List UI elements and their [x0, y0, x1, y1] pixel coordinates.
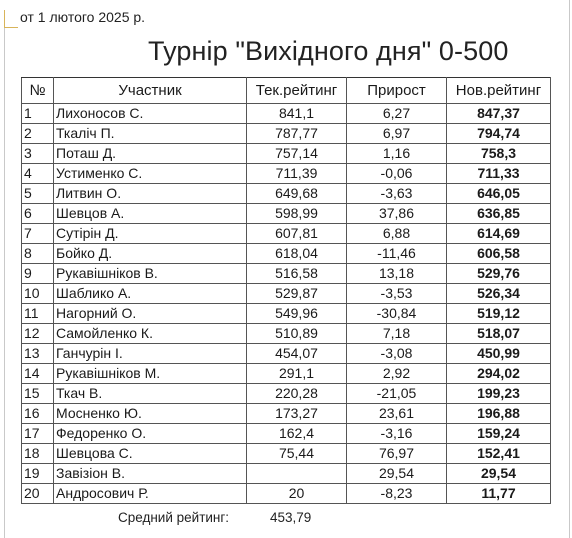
cell-new-rating: 606,58 [447, 244, 551, 264]
cell-number: 15 [22, 384, 54, 404]
document-title: Турнір "Вихідного дня" 0-500 [148, 36, 509, 66]
cell-participant: Лихоносов С. [54, 104, 247, 124]
cell-current-rating: 20 [247, 484, 347, 504]
cell-gain: 13,18 [347, 264, 447, 284]
table-row [22, 284, 551, 304]
cell-new-rating: 199,23 [447, 384, 551, 404]
cell-number: 5 [22, 184, 54, 204]
cell-new-rating: 152,41 [447, 444, 551, 464]
cell-current-rating: 787,77 [247, 124, 347, 144]
cell-new-rating: 29,54 [447, 464, 551, 484]
average-rating-value: 453,79 [270, 510, 312, 525]
cell-current-rating: 598,99 [247, 204, 347, 224]
cell-new-rating: 450,99 [447, 344, 551, 364]
cell-participant: Ткач В. [54, 384, 247, 404]
cell-gain: -11,46 [347, 244, 447, 264]
cell-current-rating: 220,28 [247, 384, 347, 404]
table-row [22, 364, 551, 384]
page-border-right [569, 0, 570, 538]
cell-number: 12 [22, 324, 54, 344]
cell-new-rating: 294,02 [447, 364, 551, 384]
cell-number: 16 [22, 404, 54, 424]
cell-number: 6 [22, 204, 54, 224]
cell-participant: Завізіон В. [54, 464, 247, 484]
cell-new-rating: 711,33 [447, 164, 551, 184]
page-border-left [4, 18, 5, 538]
cell-participant: Бойко Д. [54, 244, 247, 264]
cell-current-rating: 607,81 [247, 224, 347, 244]
header-participant: Участник [54, 78, 247, 104]
cell-new-rating: 526,34 [447, 284, 551, 304]
cell-participant: Самойленко К. [54, 324, 247, 344]
cell-new-rating: 646,05 [447, 184, 551, 204]
cell-new-rating: 794,74 [447, 124, 551, 144]
table-body [22, 104, 551, 504]
cell-participant: Ганчурін І. [54, 344, 247, 364]
cell-gain: 1,16 [347, 144, 447, 164]
cell-participant: Шевцов А. [54, 204, 247, 224]
cell-gain: 7,18 [347, 324, 447, 344]
cell-participant: Шаблико А. [54, 284, 247, 304]
cell-current-rating: 454,07 [247, 344, 347, 364]
cell-gain: -3,63 [347, 184, 447, 204]
cell-participant: Шевцова С. [54, 444, 247, 464]
document-date: от 1 лютого 2025 р. [20, 9, 146, 25]
average-rating-label: Средний рейтинг: [118, 510, 230, 525]
cell-current-rating: 173,27 [247, 404, 347, 424]
cell-new-rating: 758,3 [447, 144, 551, 164]
table-row [22, 104, 551, 124]
cell-participant: Федоренко О. [54, 424, 247, 444]
cell-current-rating: 649,68 [247, 184, 347, 204]
cell-new-rating: 847,37 [447, 104, 551, 124]
cell-number: 11 [22, 304, 54, 324]
table-header-row [22, 78, 551, 104]
table-row [22, 144, 551, 164]
table-row [22, 484, 551, 504]
cell-current-rating: 757,14 [247, 144, 347, 164]
cell-new-rating: 636,85 [447, 204, 551, 224]
cell-current-rating: 75,44 [247, 444, 347, 464]
cell-new-rating: 11,77 [447, 484, 551, 504]
cell-participant: Устименко С. [54, 164, 247, 184]
cell-number: 19 [22, 464, 54, 484]
table-row [22, 304, 551, 324]
cell-participant: Литвин О. [54, 184, 247, 204]
cell-gain: 6,27 [347, 104, 447, 124]
cell-current-rating: 618,04 [247, 244, 347, 264]
cell-gain: 23,61 [347, 404, 447, 424]
cell-participant: Нагорний О. [54, 304, 247, 324]
cell-participant: Поташ Д. [54, 144, 247, 164]
cell-gain: 37,86 [347, 204, 447, 224]
cell-number: 8 [22, 244, 54, 264]
cell-number: 13 [22, 344, 54, 364]
cell-gain: 76,97 [347, 444, 447, 464]
table-row [22, 344, 551, 364]
table-row [22, 124, 551, 144]
cell-gain: -3,16 [347, 424, 447, 444]
cell-number: 14 [22, 364, 54, 384]
cell-current-rating: 516,58 [247, 264, 347, 284]
cell-new-rating: 196,88 [447, 404, 551, 424]
cell-number: 17 [22, 424, 54, 444]
cell-current-rating: 162,4 [247, 424, 347, 444]
header-number: № [22, 78, 54, 104]
table-row [22, 244, 551, 264]
header-gain: Прирост [347, 78, 447, 104]
cell-new-rating: 614,69 [447, 224, 551, 244]
table-row [22, 224, 551, 244]
cell-gain: -21,05 [347, 384, 447, 404]
cell-participant: Рукавішніков В. [54, 264, 247, 284]
table-row [22, 324, 551, 344]
cell-number: 3 [22, 144, 54, 164]
cell-current-rating: 549,96 [247, 304, 347, 324]
cell-gain: 2,92 [347, 364, 447, 384]
cell-gain: -3,08 [347, 344, 447, 364]
table-row [22, 264, 551, 284]
cell-gain: 6,97 [347, 124, 447, 144]
table-row [22, 424, 551, 444]
cell-gain: -3,53 [347, 284, 447, 304]
cell-number: 20 [22, 484, 54, 504]
cell-number: 1 [22, 104, 54, 124]
cell-participant: Сутірін Д. [54, 224, 247, 244]
table-row [22, 164, 551, 184]
cell-gain: -8,23 [347, 484, 447, 504]
table-row [22, 444, 551, 464]
cell-gain: 29,54 [347, 464, 447, 484]
cell-new-rating: 529,76 [447, 264, 551, 284]
cell-new-rating: 159,24 [447, 424, 551, 444]
cell-participant: Мосненко Ю. [54, 404, 247, 424]
header-current-rating: Тек.рейтинг [247, 78, 347, 104]
cell-current-rating: 841,1 [247, 104, 347, 124]
cell-current-rating: 510,89 [247, 324, 347, 344]
table-row [22, 204, 551, 224]
cell-current-rating: 711,39 [247, 164, 347, 184]
cell-gain: -0,06 [347, 164, 447, 184]
table-row [22, 464, 551, 484]
cell-current-rating: 291,1 [247, 364, 347, 384]
table-row [22, 184, 551, 204]
cell-number: 7 [22, 224, 54, 244]
cell-participant: Ткаліч П. [54, 124, 247, 144]
cell-gain: -30,84 [347, 304, 447, 324]
table-row [22, 404, 551, 424]
cell-number: 9 [22, 264, 54, 284]
cell-current-rating: 529,87 [247, 284, 347, 304]
header-new-rating: Нов.рейтинг [447, 78, 551, 104]
cell-participant: Андросович Р. [54, 484, 247, 504]
cell-number: 10 [22, 284, 54, 304]
cell-participant: Рукавішніков М. [54, 364, 247, 384]
cell-number: 2 [22, 124, 54, 144]
table-row [22, 384, 551, 404]
cell-new-rating: 519,12 [447, 304, 551, 324]
cell-current-rating [247, 464, 347, 484]
cell-number: 18 [22, 444, 54, 464]
page-corner-mark [4, 10, 18, 28]
results-table [21, 77, 551, 504]
cell-number: 4 [22, 164, 54, 184]
cell-gain: 6,88 [347, 224, 447, 244]
cell-new-rating: 518,07 [447, 324, 551, 344]
